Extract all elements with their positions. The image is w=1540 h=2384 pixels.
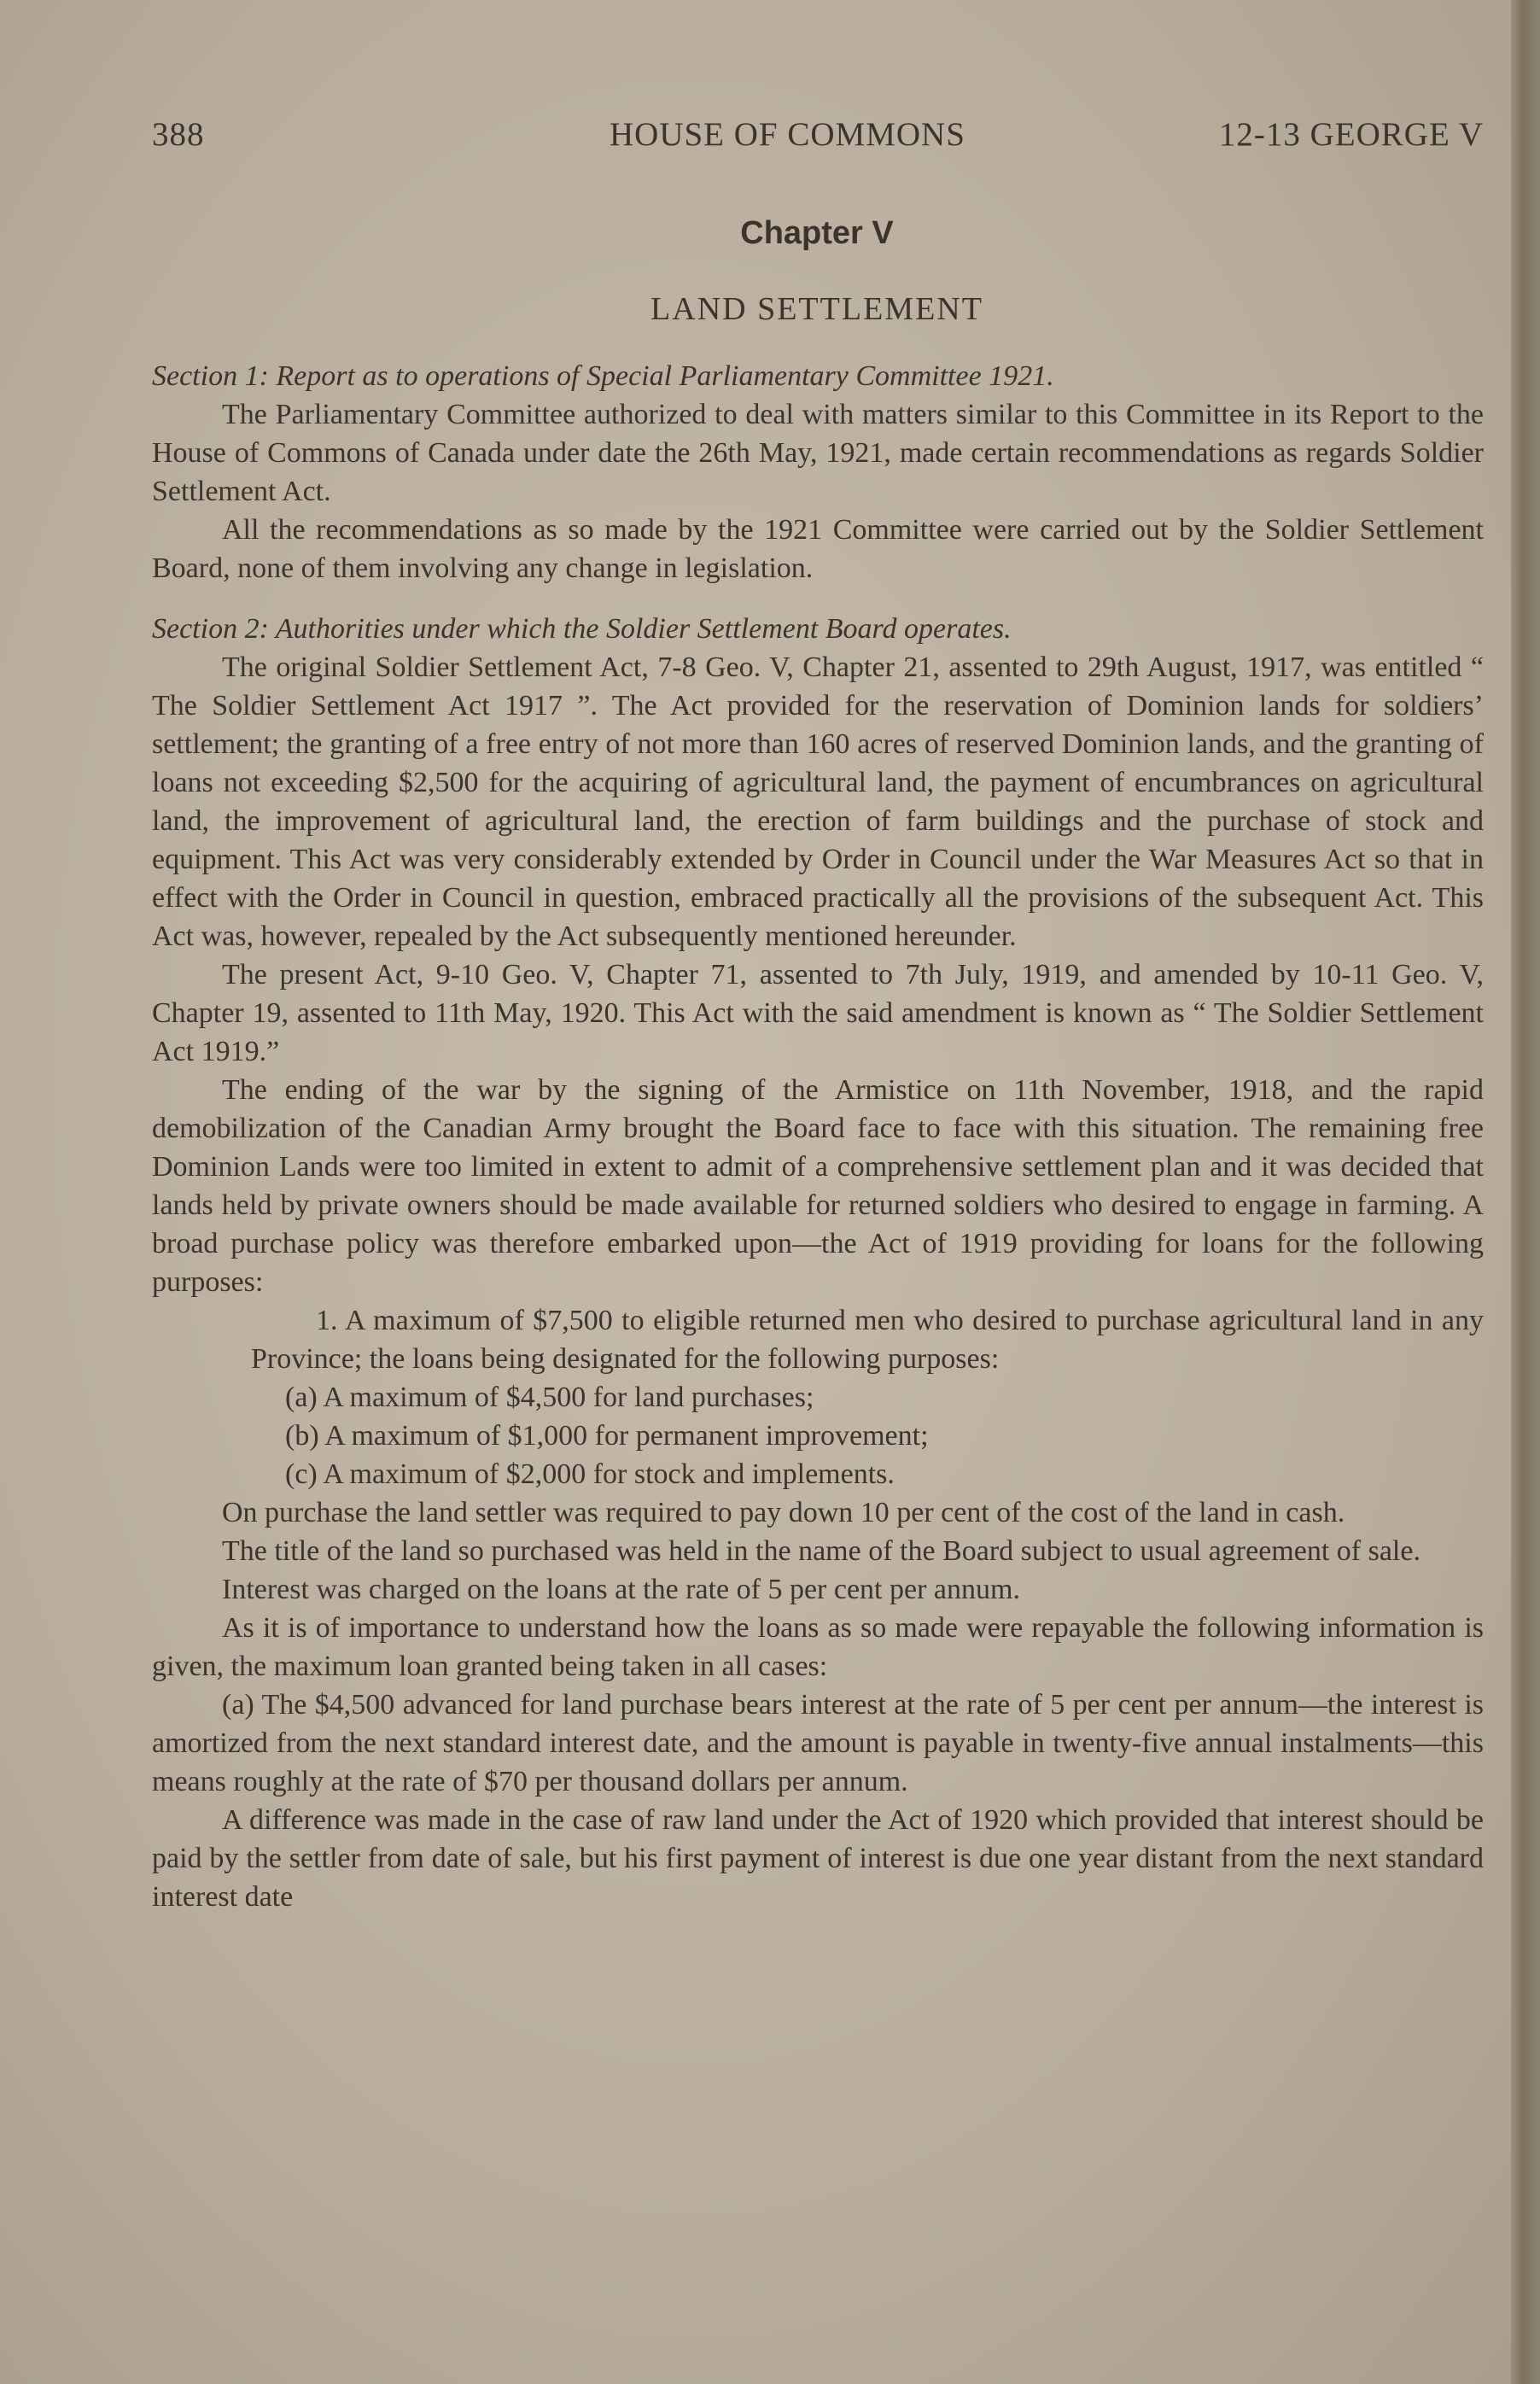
sub-item: (c) A maximum of $2,000 for stock and implements. <box>285 1458 895 1490</box>
page-number: 388 <box>152 116 205 153</box>
chapter-subject: LAND SETTLEMENT <box>650 291 983 327</box>
sub-item: (b) A maximum of $1,000 for permanent improvement; <box>285 1420 929 1452</box>
paragraph: (a) The $4,500 advanced for land purchase bears interest at the rate of 5 per cent per annum—the interest is amortized from the next standard interest date, and the amount is payable in twenty-five annual instalments—this means roughly at the rate of $70 per thousand dollars per annum. <box>152 1689 1484 1797</box>
paragraph: Interest was charged on the loans at the rate of 5 per cent per annum. <box>222 1574 1020 1605</box>
paragraph: The ending of the war by the signing of the Armistice on 11th November, 1918, and the rapid demobilization of the Canadian Army brought the Board face to face with this situation. The remaining free Dominion Lands were too limited in extent to admit of a comprehensive settlement plan and it was decided that lands held by private owners should be made available for returned soldiers who desired to engage in farming. A broad purchase policy was therefore embarked upon—the Act of 1919 providing for loans for the following purposes: <box>152 1074 1484 1298</box>
section-2-heading: Section 2: Authorities under which the Soldier Settlement Board operates. <box>152 613 1012 645</box>
paragraph: On purchase the land settler was required to pay down 10 per cent of the cost of the land in cash. <box>222 1497 1345 1528</box>
list-item: 1. A maximum of $7,500 to eligible returned men who desired to purchase agricultural land in any Province; the loans being designated for the following purposes: <box>251 1305 1484 1375</box>
paragraph: The title of the land so purchased was held in the name of the Board subject to usual agreement of sale. <box>222 1535 1420 1567</box>
header-reign: 12-13 GEORGE V <box>1218 116 1484 153</box>
paragraph: The present Act, 9-10 Geo. V, Chapter 71, assented to 7th July, 1919, and amended by 10-11 Geo. V, Chapter 19, assented to 11th May, 1920. This Act with the said amendment is known as “ The Soldier Settlement Act 1919.” <box>152 959 1484 1067</box>
header-title: HOUSE OF COMMONS <box>610 116 965 153</box>
section-1-heading: Section 1: Report as to operations of Special Parliamentary Committee 1921. <box>152 360 1054 392</box>
paragraph: The Parliamentary Committee authorized to deal with matters similar to this Committee in its Report to the House of Commons of Canada under date the 26th May, 1921, made certain recommendations as regards Soldier Settlement Act. <box>152 399 1484 507</box>
sub-item: (a) A maximum of $4,500 for land purchases; <box>285 1382 814 1413</box>
running-header <box>152 115 1484 167</box>
paragraph: A difference was made in the case of raw land under the Act of 1920 which provided that interest should be paid by the settler from date of sale, but his first payment of interest is due one year distant from the next standard interest date <box>152 1804 1484 1913</box>
paragraph: As it is of importance to understand how the loans as so made were repayable the following information is given, the maximum loan granted being taken in all cases: <box>152 1612 1484 1682</box>
chapter-title: Chapter V <box>740 215 894 251</box>
page-edge <box>1511 0 1540 2384</box>
paragraph: The original Soldier Settlement Act, 7-8 Geo. V, Chapter 21, assented to 29th August, 1917, was entitled “ The Soldier Settlement Act 1917 ”. The Act provided for the reservation of Dominion lands for soldiers’ settlement; the granting of a free entry of not more than 160 acres of reserved Dominion lands, and the granting of loans not exceeding $2,500 for the acquiring of agricultural land, the payment of encumbrances on agricultural land, the improvement of agricultural land, the erection of farm buildings and the purchase of stock and equipment. This Act was very considerably extended by Order in Council under the War Measures Act so that in effect with the Order in Council in question, embraced practically all the provisions of the subsequent Act. This Act was, however, repealed by the Act subsequently mentioned hereunder. <box>152 652 1484 952</box>
paragraph: All the recommendations as so made by the 1921 Committee were carried out by the Soldier Settlement Board, none of them involving any change in legislation. <box>152 514 1484 584</box>
body-text <box>152 357 1484 1916</box>
